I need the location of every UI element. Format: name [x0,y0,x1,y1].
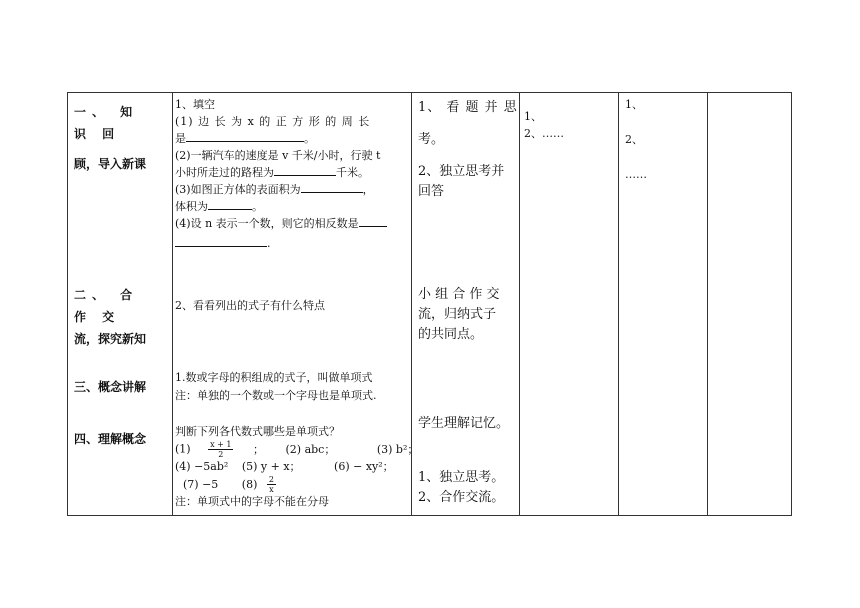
question-1: (1) 边 长 为 x 的 正 方 形 的 周 长 [175,115,371,128]
question-3-volume: 体积为 。 [175,200,263,213]
answer-blank [175,236,267,247]
student-activity-2: 小 组 合 作 交 流，归纳式子 的共同点。 [418,287,500,342]
answer-blank [186,131,304,142]
question-2-answer-line: 小时所走过的路程为 千米。 [175,166,369,179]
question-3: (3)如图正方体的表面积为 ， [175,183,374,196]
definition-text: 1.数或字母的积组成的式子，叫做单项式 [175,371,373,384]
student-activity-3: 学生理解记忆。 [418,416,510,431]
definition [175,369,407,405]
answer-blank [301,182,363,193]
section-explore-line2: 流，探究新知 [74,332,147,346]
definition-note: 注：单独的一个数或一个字母也是单项式. [175,389,377,402]
column-divider [172,93,173,515]
observe-prompt: 2、看看列出的式子有什么特点 [175,299,325,312]
column-5-notes: 1、 2、 …… [625,98,647,181]
exercise-prompt: 判断下列各代数式哪些是单项式？ [175,425,340,438]
question-2: (2)一辆汽车的速度是 v 千米/小时，行驶 t [175,149,381,162]
fraction: $\frac{x + 1}{2}$ [210,440,232,459]
answer-blank [208,199,252,210]
fraction: $\frac{2}{x}$ [268,475,274,494]
section-explore [74,284,166,350]
answer-blank [359,216,387,227]
exercise [175,423,419,510]
column-divider [707,93,708,515]
student-activity-4: 1、独立思考。 2、合作交流。 [418,470,505,505]
question-1-answer-line: 是 。 [175,132,315,145]
exercise-note: 注：单项式中的字母不能在分母 [175,495,329,508]
exercise-row-2: (4) −5ab² (5) y + x； (6) − xy²； [175,460,394,473]
column-divider [618,93,619,515]
exercise-row-3: (7) −5 (8) $\frac{2}{x}$ [183,475,274,494]
section-review [74,101,166,175]
column-divider [519,93,520,515]
section-review-line1: 一、 知 识 回 [74,105,139,141]
column-4-notes: 1、 2、…… [524,110,564,140]
student-activity-1: 1、 看 题 并 思 考。 2、独立思考并 回答 [418,100,518,199]
section-concept: 三、概念讲解 [74,380,147,394]
exercise-row-1: (1) $\frac{x + 1}{2}$ ； (2) abc； (3) b²； [175,440,419,459]
question-4-answer-line: . [175,235,407,252]
answer-blank [274,165,336,176]
section-explore-line1: 二、 合 作 交 [74,288,139,324]
question-4: (4)设 n 表示一个数，则它的相反数是 [175,215,407,232]
fill-in-questions [175,96,407,252]
fill-title: 1、填空 [175,98,215,111]
section-understand: 四、理解概念 [74,432,147,446]
section-review-line2: 顾，导入新课 [74,157,147,171]
